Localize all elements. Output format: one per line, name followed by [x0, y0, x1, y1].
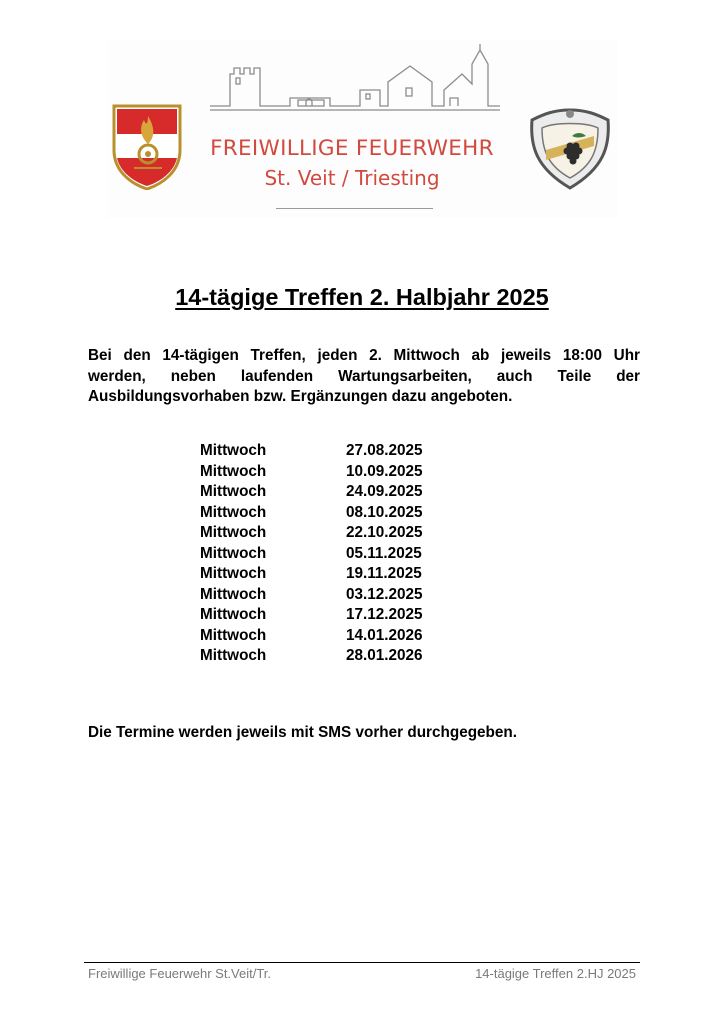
footer-right: 14-tägige Treffen 2.HJ 2025 — [475, 966, 636, 981]
intro-line-2: werden, neben laufenden Wartungsarbeiten, auch Teile der — [88, 367, 640, 385]
schedule-date: 05.11.2025 — [346, 544, 422, 562]
schedule-day: Mittwoch — [200, 524, 267, 541]
schedule-date: 14.01.2026 — [346, 626, 423, 644]
schedule-day: Mittwoch — [200, 544, 267, 562]
schedule-date: 03.12.2025 — [346, 585, 423, 603]
schedule-date: 24.09.2025 — [346, 483, 423, 500]
header-divider — [276, 208, 433, 209]
closing-note: Die Termine werden jeweils mit SMS vorher durchgegeben. — [88, 724, 517, 741]
schedule-day: Mittwoch — [200, 503, 267, 521]
intro-line-3: Ausbildungsvorhaben bzw. Ergänzungen dazu angeboten. — [88, 388, 513, 405]
footer-left: Freiwillige Feuerwehr St.Veit/Tr. — [88, 966, 272, 981]
intro-line-1: Bei den 14-tägigen Treffen, jeden 2. Mittwoch ab jeweils 18:00 Uhr — [88, 347, 640, 364]
schedule-day: Mittwoch — [200, 647, 267, 664]
fire-brigade-shield-icon — [112, 104, 182, 190]
schedule-date: 08.10.2025 — [346, 503, 423, 521]
schedule-day: Mittwoch — [200, 585, 267, 603]
intro-paragraph — [88, 346, 640, 408]
schedule-date: 28.01.2026 — [346, 647, 423, 664]
schedule-date: 19.11.2025 — [346, 565, 422, 582]
org-place: St. Veit / Triesting — [264, 166, 440, 190]
footer-divider — [84, 962, 640, 963]
schedule-day: Mittwoch — [200, 626, 267, 644]
schedule-date: 27.08.2025 — [346, 442, 423, 459]
schedule-day: Mittwoch — [200, 462, 267, 480]
municipal-coat-of-arms-icon — [524, 106, 616, 192]
schedule-date: 10.09.2025 — [346, 462, 423, 480]
schedule-date: 17.12.2025 — [346, 606, 423, 623]
schedule-day: Mittwoch — [200, 442, 267, 459]
schedule-day: Mittwoch — [200, 565, 267, 582]
town-skyline-icon — [210, 44, 500, 122]
page-title: 14-tägige Treffen 2. Halbjahr 2025 — [175, 284, 549, 310]
org-name: FREIWILLIGE FEUERWEHR — [210, 136, 494, 161]
schedule-day: Mittwoch — [200, 483, 267, 500]
schedule-day: Mittwoch — [200, 606, 267, 623]
schedule-date: 22.10.2025 — [346, 524, 423, 541]
